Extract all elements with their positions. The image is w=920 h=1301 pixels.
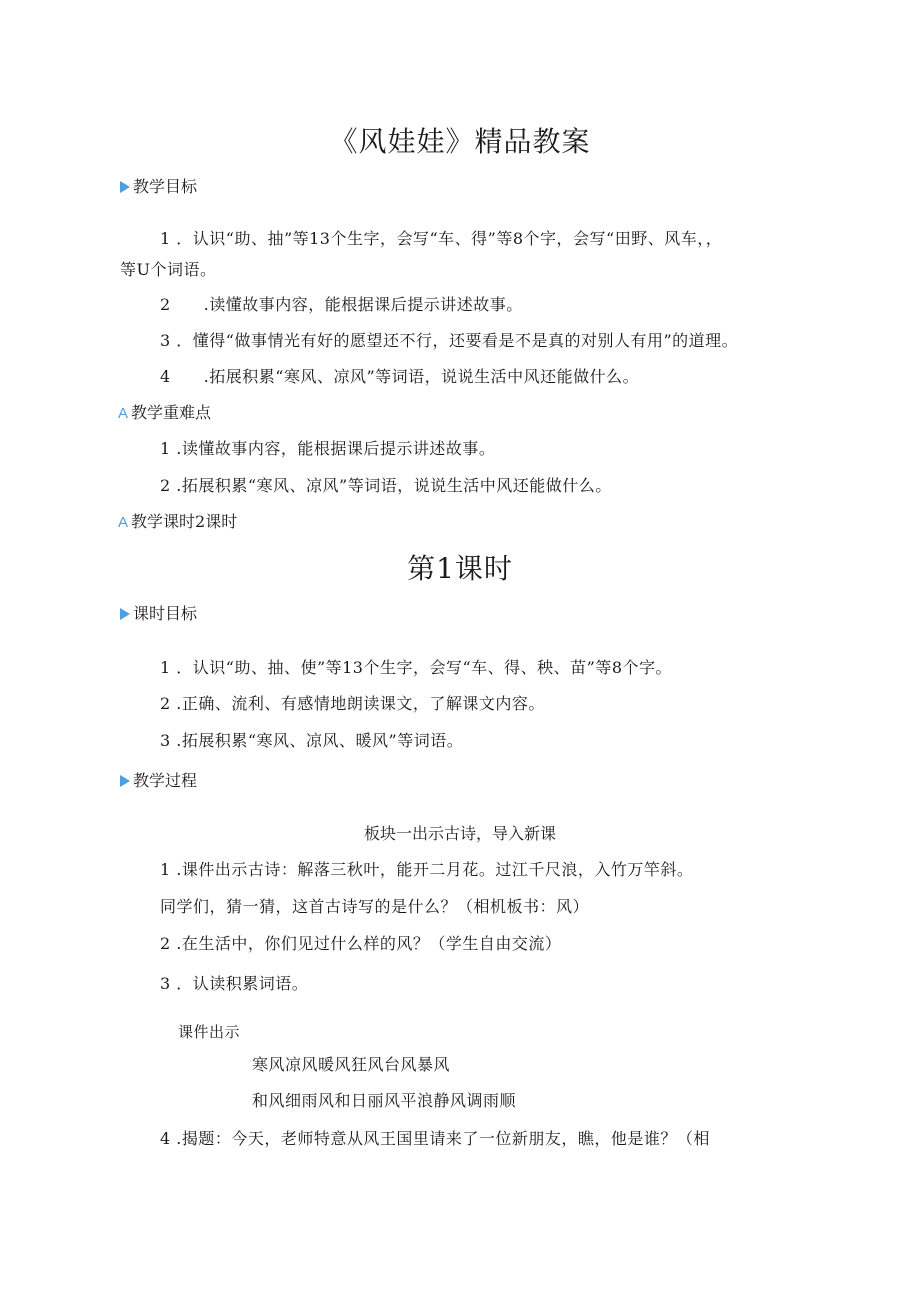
process-line: 4 .揭题：今天，老师特意从风王国里请来了一位新朋友，瞧，他是谁？（相 bbox=[160, 1129, 710, 1148]
lesson-objective-item: 2 .正确、流利、有感情地朗读课文，了解课文内容。 bbox=[160, 694, 545, 713]
bullet-marker: A bbox=[118, 514, 129, 531]
objective-item: 2 .读懂故事内容，能根据课后提示讲述故事。 bbox=[160, 295, 523, 314]
process-line: 3 ．认读积累词语。 bbox=[160, 974, 309, 993]
process-line: 2 .在生活中，你们见过什么样的风？（学生自由交流） bbox=[160, 934, 562, 953]
section-heading-label: 课时目标 bbox=[133, 604, 198, 623]
section-heading-class-hours bbox=[118, 511, 237, 534]
triangle-bullet-icon bbox=[120, 181, 130, 193]
section-heading-label: 教学重难点 bbox=[131, 403, 212, 422]
process-line: 同学们，猜一猜，这首古诗写的是什么？（相机板书：风） bbox=[160, 897, 590, 916]
objective-item: 4 .拓展积累“寒风、凉风”等词语，说说生活中风还能做什么。 bbox=[160, 367, 640, 386]
section-heading-label: 教学过程 bbox=[133, 771, 198, 790]
key-point-item: 1 .读懂故事内容，能根据课后提示讲述故事。 bbox=[160, 439, 496, 458]
objective-item-continued: 等U个词语。 bbox=[120, 260, 217, 279]
block-title: 板块一出示古诗，导入新课 bbox=[363, 824, 556, 843]
section-heading-key-points bbox=[118, 402, 211, 425]
courseware-label: 课件出示 bbox=[178, 1023, 241, 1041]
triangle-bullet-icon bbox=[120, 608, 130, 620]
process-line: 1 .课件出示古诗：解落三秋叶，能开二月花。过江千尺浪，入竹万竿斜。 bbox=[160, 860, 694, 879]
lesson-title: 第1课时 bbox=[407, 552, 513, 585]
triangle-bullet-icon bbox=[120, 775, 130, 787]
section-heading-process bbox=[120, 770, 197, 792]
word-list-line: 寒风凉风暖风狂风台风暴风 bbox=[252, 1055, 451, 1074]
document-title: 《风娃娃》精品教案 bbox=[329, 125, 591, 158]
lesson-objective-item: 1 ．认识“助、抽、使”等13个生字，会写“车、得、秧、苗”等8个字。 bbox=[160, 658, 673, 677]
objective-item: 1 ．认识“助、抽”等13个生字，会写“车、得”等8个字，会写“田野、风车，， bbox=[160, 229, 723, 248]
objective-item: 3 ．懂得“做事情光有好的愿望还不行，还要看是不是真的对别人有用”的道理。 bbox=[160, 331, 739, 350]
lesson-objective-item: 3 .拓展积累“寒风、凉风、暖风”等词语。 bbox=[160, 731, 464, 750]
word-list-line: 和风细雨风和日丽风平浪静风调雨顺 bbox=[252, 1091, 517, 1110]
section-heading-objectives bbox=[120, 176, 197, 198]
section-heading-label: 教学目标 bbox=[133, 177, 198, 196]
key-point-item: 2 .拓展积累“寒风、凉风”等词语，说说生活中风还能做什么。 bbox=[160, 476, 612, 495]
bullet-marker: A bbox=[118, 405, 129, 422]
class-hours-text: 教学课时2课时 bbox=[131, 512, 238, 531]
section-heading-lesson-objectives bbox=[120, 603, 197, 625]
